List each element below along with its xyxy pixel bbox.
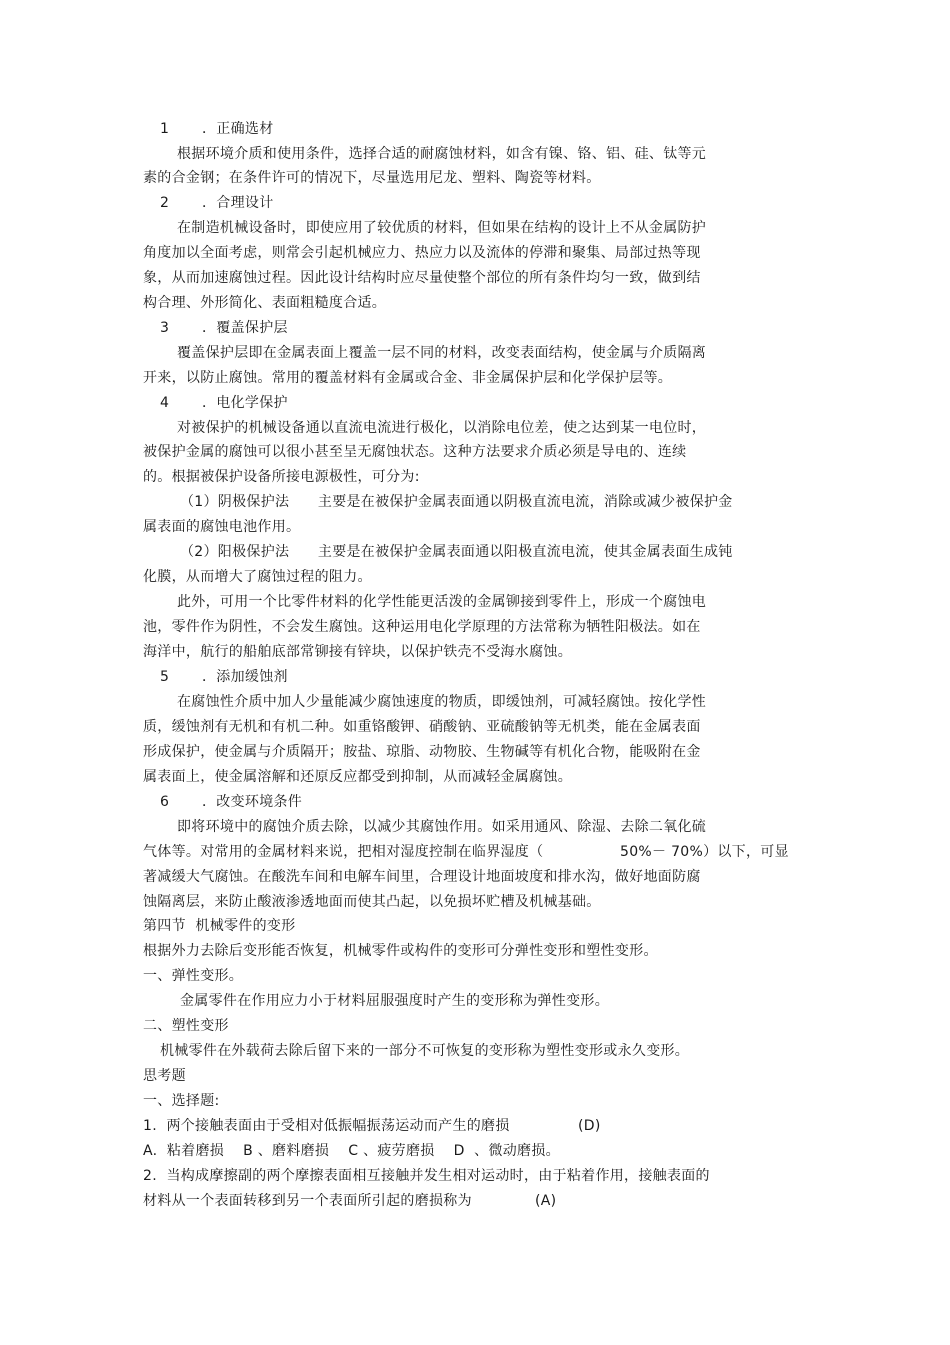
paragraph-line: 海洋中，航行的船舶底部常铆接有锌块，以保护铁壳不受海水腐蚀。 [143,644,572,660]
section-heading [160,119,274,139]
section-heading [160,667,288,687]
paragraph-line: 根据外力去除后变形能否恢复，机械零件或构件的变形可分弹性变形和塑性变形。 [143,943,658,959]
section-heading [160,792,302,812]
chapter-heading: 第四节 机械零件的变形 [143,918,296,934]
section-title: ．添加缓蚀剂 [202,669,288,685]
paragraph-line: 角度加以全面考虑，则常会引起机械应力、热应力以及流体的停滞和聚集、局部过热等现 [143,245,701,261]
question-text: 2. 当构成摩擦副的两个摩擦表面相互接触并发生相对运动时，由于粘着作用，接触表面的 [143,1168,710,1184]
paragraph-line: 在腐蚀性介质中加人少量能减少腐蚀速度的物质，即缓蚀剂，可减轻腐蚀。按化学性 [177,694,707,710]
question-text: 材料从一个表面转移到另一个表面所引起的磨损称为 [143,1193,472,1209]
paragraph-line: 即将环境中的腐蚀介质去除，以减少其腐蚀作用。如采用通风、除湿、去除二氧化硫 [177,819,707,835]
paragraph-line: 根据环境介质和使用条件，选择合适的耐腐蚀材料，如含有镍、铬、铝、硅、钛等元 [177,146,707,162]
question-options: A. 粘着磨损 B 、磨料磨损 C 、疲劳磨损 D 、微动磨损。 [143,1143,560,1159]
section-number: 5 [160,669,170,685]
paragraph-line: 被保护金属的腐蚀可以很小甚至呈无腐蚀状态。这种方法要求介质必须是导电的、连续 [143,444,687,460]
subheading: 二、塑性变形 [143,1018,229,1034]
section-number: 4 [160,395,170,411]
paragraph-line: 气体等。对常用的金属材料来说，把相对湿度控制在临界湿度（ [143,844,544,860]
paragraph-line: 象，从而加速腐蚀过程。因此设计结构时应尽量使整个部位的所有条件均匀一致，做到结 [143,270,701,286]
question-answer: (D) [578,1118,601,1134]
paragraph-line: 机械零件在外载荷去除后留下来的一部分不可恢复的变形称为塑性变形或永久变形。 [160,1043,690,1059]
section-title: ．电化学保护 [202,395,288,411]
paragraph-line: 对被保护的机械设备通以直流电流进行极化，以消除电位差，使之达到某一电位时， [177,420,707,436]
paragraph-line: 的。根据被保护设备所接电源极性，可分为: [143,469,420,485]
paragraph-line: 开来，以防止腐蚀。常用的覆盖材料有金属或合金、非金属保护层和化学保护层等。 [143,370,673,386]
paragraph-line: （2）阳极保护法 主要是在被保护金属表面通以阳极直流电流，使其金属表面生成钝 [180,544,733,560]
section-number: 2 [160,195,170,211]
paragraph-line: 蚀隔离层，来防止酸液渗透地面而使其凸起，以免损坏贮槽及机械基础。 [143,894,601,910]
paragraph-line: 素的合金钢；在条件许可的情况下，尽量选用尼龙、塑料、陶瓷等材料。 [143,170,601,186]
paragraph-line: 属表面上，使金属溶解和还原反应都受到抑制，从而减轻金属腐蚀。 [143,769,572,785]
paragraph-line: 50%－ 70%）以下，可显 [620,844,789,860]
section-title: ．正确选材 [202,121,274,137]
section-title: ．覆盖保护层 [202,320,288,336]
section-heading [160,318,288,338]
section-number: 1 [160,121,170,137]
paragraph-line: 此外，可用一个比零件材料的化学性能更活泼的金属铆接到零件上，形成一个腐蚀电 [177,594,707,610]
subheading: 一、弹性变形。 [143,968,244,984]
questions-subheading: 一、选择题: [143,1093,220,1109]
paragraph-line: 化膜，从而增大了腐蚀过程的阻力。 [143,569,372,585]
paragraph-line: 构合理、外形简化、表面粗糙度合适。 [143,295,387,311]
section-heading [160,193,274,213]
paragraph-line: 形成保护，使金属与介质隔开；胺盐、琼脂、动物胶、生物碱等有机化合物，能吸附在金 [143,744,701,760]
section-number: 3 [160,320,170,336]
question-text: 1. 两个接触表面由于受相对低振幅振荡运动而产生的磨损 [143,1118,510,1134]
paragraph-line: 池，零件作为阴性，不会发生腐蚀。这种运用电化学原理的方法常称为牺牲阳极法。如在 [143,619,701,635]
paragraph-line: 覆盖保护层即在金属表面上覆盖一层不同的材料，改变表面结构，使金属与介质隔离 [177,345,707,361]
section-title: ．合理设计 [202,195,274,211]
question-answer: (A) [535,1193,557,1209]
paragraph-line: 在制造机械设备时，即使应用了较优质的材料，但如果在结构的设计上不从金属防护 [177,220,707,236]
paragraph-line: 金属零件在作用应力小于材料屈服强度时产生的变形称为弹性变形。 [180,993,609,1009]
questions-heading: 思考题 [143,1068,186,1084]
paragraph-line: （1）阴极保护法 主要是在被保护金属表面通以阴极直流电流，消除或减少被保护金 [180,494,733,510]
section-heading [160,393,288,413]
section-title: ．改变环境条件 [202,794,303,810]
section-number: 6 [160,794,170,810]
paragraph-line: 属表面的腐蚀电池作用。 [143,519,301,535]
paragraph-line: 著减缓大气腐蚀。在酸洗车间和电解车间里，合理设计地面坡度和排水沟，做好地面防腐 [143,869,701,885]
paragraph-line: 质，缓蚀剂有无机和有机二种。如重铬酸钾、硝酸钠、亚硫酸钠等无机类，能在金属表面 [143,719,701,735]
